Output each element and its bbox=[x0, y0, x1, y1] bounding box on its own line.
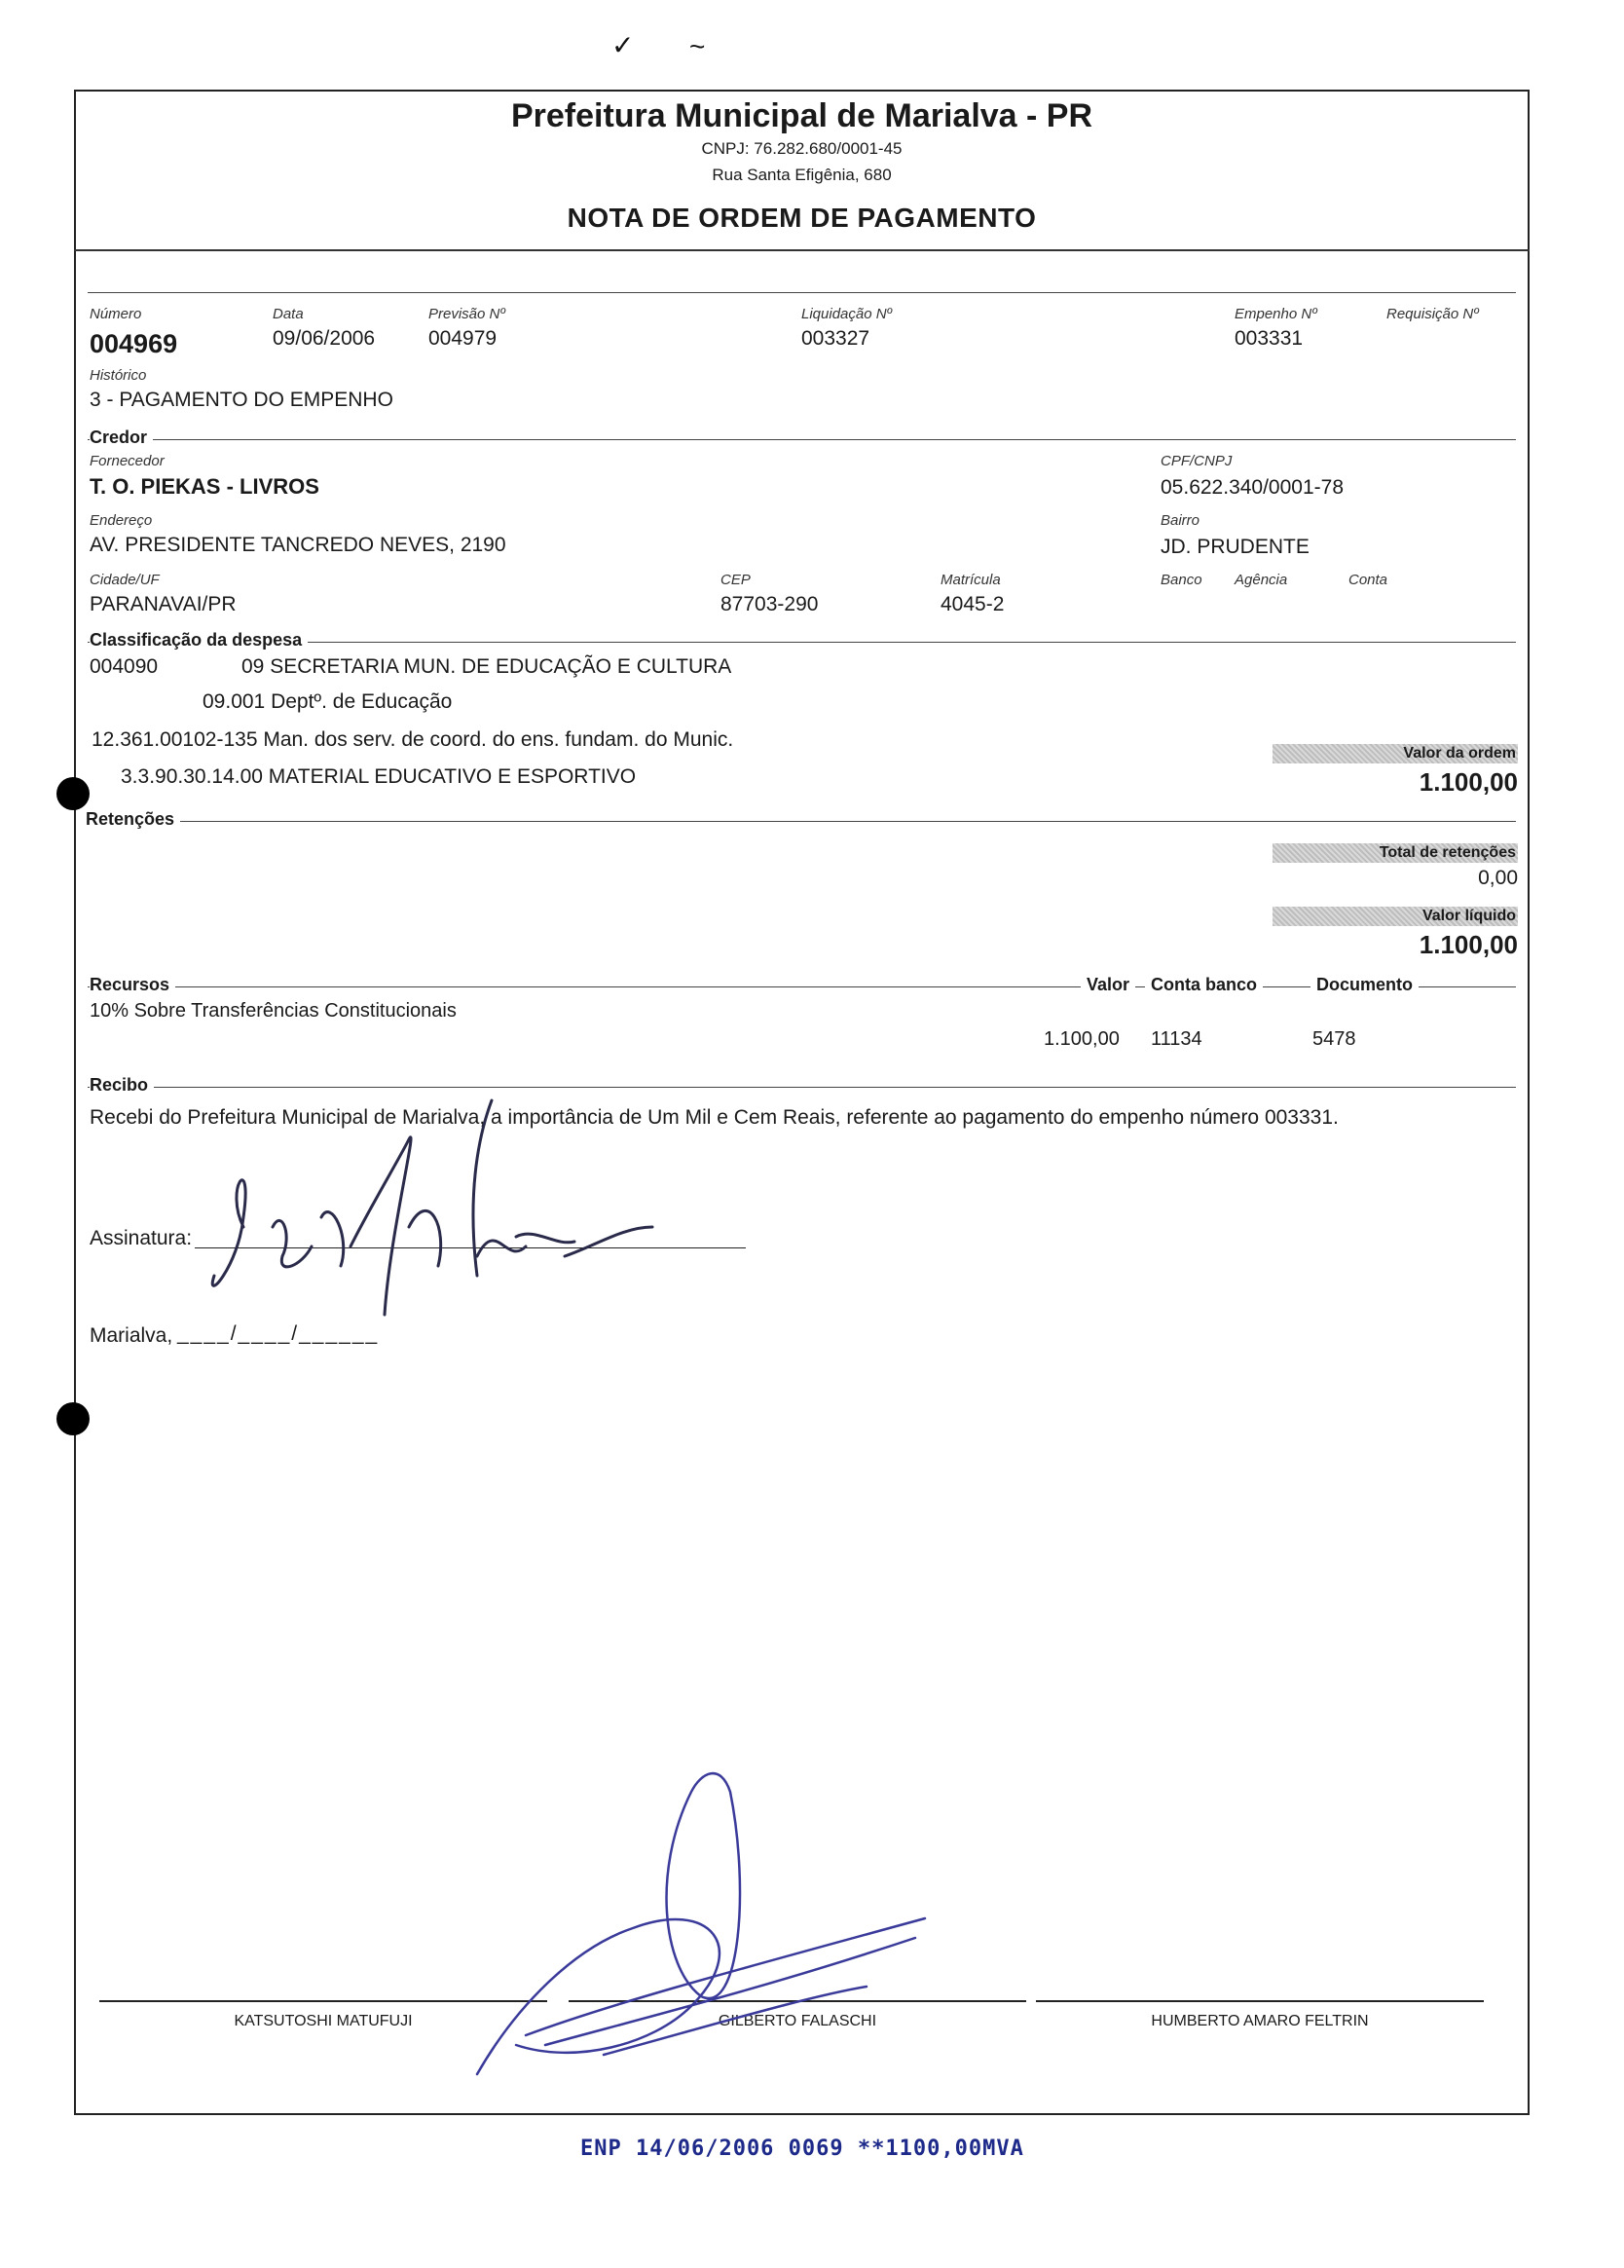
cidade-label: Cidade/UF bbox=[90, 572, 160, 588]
recursos-valor-header: Valor bbox=[1081, 975, 1135, 995]
recibo-signature bbox=[185, 1081, 691, 1324]
recursos-conta-banco: 11134 bbox=[1151, 1028, 1202, 1050]
historico-label: Histórico bbox=[90, 367, 147, 384]
total-retencoes-label: Total de retenções bbox=[1379, 844, 1516, 861]
previsao-label: Previsão Nº bbox=[428, 306, 505, 322]
credor-section-title: Credor bbox=[90, 428, 153, 448]
cidade-value: PARANAVAI/PR bbox=[90, 593, 237, 615]
recursos-descricao: 10% Sobre Transferências Constitucionais bbox=[90, 1000, 457, 1022]
classificacao-secretaria: 09 SECRETARIA MUN. DE EDUCAÇÃO E CULTURA bbox=[241, 655, 732, 678]
conta-label: Conta bbox=[1348, 572, 1388, 588]
classificacao-section-title: Classificação da despesa bbox=[90, 630, 308, 651]
valor-liquido-value: 1.100,00 bbox=[1419, 930, 1518, 959]
previsao-value: 004979 bbox=[428, 327, 498, 350]
cep-value: 87703-290 bbox=[720, 593, 819, 615]
institution-name: Prefeitura Municipal de Marialva - PR bbox=[510, 97, 1093, 134]
recursos-documento-header: Documento bbox=[1310, 975, 1419, 995]
data-value: 09/06/2006 bbox=[273, 327, 376, 350]
bairro-label: Bairro bbox=[1161, 512, 1200, 529]
retencoes-divider bbox=[88, 821, 1516, 822]
date-blanks[interactable]: ____/____/______ bbox=[177, 1322, 380, 1345]
signature-line-3 bbox=[1036, 2000, 1484, 2002]
recursos-valor: 1.100,00 bbox=[1044, 1028, 1120, 1050]
institution-cnpj: CNPJ: 76.282.680/0001-45 bbox=[701, 139, 903, 158]
matricula-value: 4045-2 bbox=[941, 593, 1005, 615]
cpf-value: 05.622.340/0001-78 bbox=[1161, 476, 1345, 499]
punch-hole bbox=[56, 1402, 90, 1435]
payment-stamp: ENP 14/06/2006 0069 **1100,00MVA bbox=[580, 2137, 1024, 2161]
recursos-divider bbox=[88, 986, 1516, 987]
fornecedor-label: Fornecedor bbox=[90, 453, 165, 469]
punch-hole bbox=[56, 777, 90, 810]
retencoes-section-title: Retenções bbox=[86, 809, 180, 830]
scan-mark: ✓ bbox=[611, 30, 635, 60]
institution-address: Rua Santa Efigênia, 680 bbox=[712, 166, 892, 184]
empenho-label: Empenho Nº bbox=[1235, 306, 1317, 322]
total-retencoes-value: 0,00 bbox=[1478, 867, 1518, 889]
classificacao-elemento: 3.3.90.30.14.00 MATERIAL EDUCATIVO E ESPORTIVO bbox=[121, 765, 637, 788]
endereco-value: AV. PRESIDENTE TANCREDO NEVES, 2190 bbox=[90, 534, 506, 556]
classificacao-code: 004090 bbox=[90, 655, 159, 678]
valor-ordem-label: Valor da ordem bbox=[1403, 745, 1516, 762]
credor-divider bbox=[88, 439, 1516, 440]
fields-divider bbox=[88, 292, 1516, 293]
local-label: Marialva, bbox=[90, 1324, 173, 1347]
recursos-conta-banco-header: Conta banco bbox=[1145, 975, 1263, 995]
scan-mark: ~ bbox=[689, 31, 706, 61]
approval-signature bbox=[458, 1753, 964, 2094]
empenho-value: 003331 bbox=[1235, 327, 1304, 350]
matricula-label: Matrícula bbox=[941, 572, 1001, 588]
signatory-1: KATSUTOSHI MATUFUJI bbox=[234, 2013, 413, 2029]
historico-value: 3 - PAGAMENTO DO EMPENHO bbox=[90, 389, 393, 411]
recibo-section-title: Recibo bbox=[90, 1075, 154, 1096]
signatory-3: HUMBERTO AMARO FELTRIN bbox=[1151, 2013, 1369, 2029]
recursos-documento: 5478 bbox=[1312, 1028, 1356, 1050]
cep-label: CEP bbox=[720, 572, 751, 588]
requisicao-label: Requisição Nº bbox=[1386, 306, 1479, 322]
endereco-label: Endereço bbox=[90, 512, 153, 529]
classificacao-departamento: 09.001 Deptº. de Educação bbox=[203, 690, 453, 713]
document-title: NOTA DE ORDEM DE PAGAMENTO bbox=[567, 203, 1037, 233]
banco-label: Banco bbox=[1161, 572, 1202, 588]
cpf-label: CPF/CNPJ bbox=[1161, 453, 1233, 469]
liquidacao-label: Liquidação Nº bbox=[801, 306, 893, 322]
recursos-section-title: Recursos bbox=[90, 975, 175, 995]
assinatura-label: Assinatura: bbox=[90, 1227, 193, 1249]
data-label: Data bbox=[273, 306, 304, 322]
agencia-label: Agência bbox=[1235, 572, 1288, 588]
valor-liquido-label: Valor líquido bbox=[1421, 908, 1516, 924]
classificacao-programa: 12.361.00102-135 Man. dos serv. de coord. do ens. fundam. do Munic. bbox=[92, 728, 734, 751]
bairro-value: JD. PRUDENTE bbox=[1161, 536, 1310, 558]
liquidacao-value: 003327 bbox=[801, 327, 870, 350]
header-divider bbox=[74, 249, 1530, 251]
numero-label: Número bbox=[90, 306, 142, 322]
signatory-2: GILBERTO FALASCHI bbox=[718, 2013, 877, 2029]
recibo-text: Recebi do Prefeitura Municipal de Marialva, a importância de Um Mil e Cem Reais, referente ao pagamento do empenho número 003331. bbox=[90, 1106, 1339, 1129]
numero-value: 004969 bbox=[90, 329, 178, 358]
valor-ordem-value: 1.100,00 bbox=[1419, 767, 1518, 797]
fornecedor-value: T. O. PIEKAS - LIVROS bbox=[90, 474, 319, 499]
